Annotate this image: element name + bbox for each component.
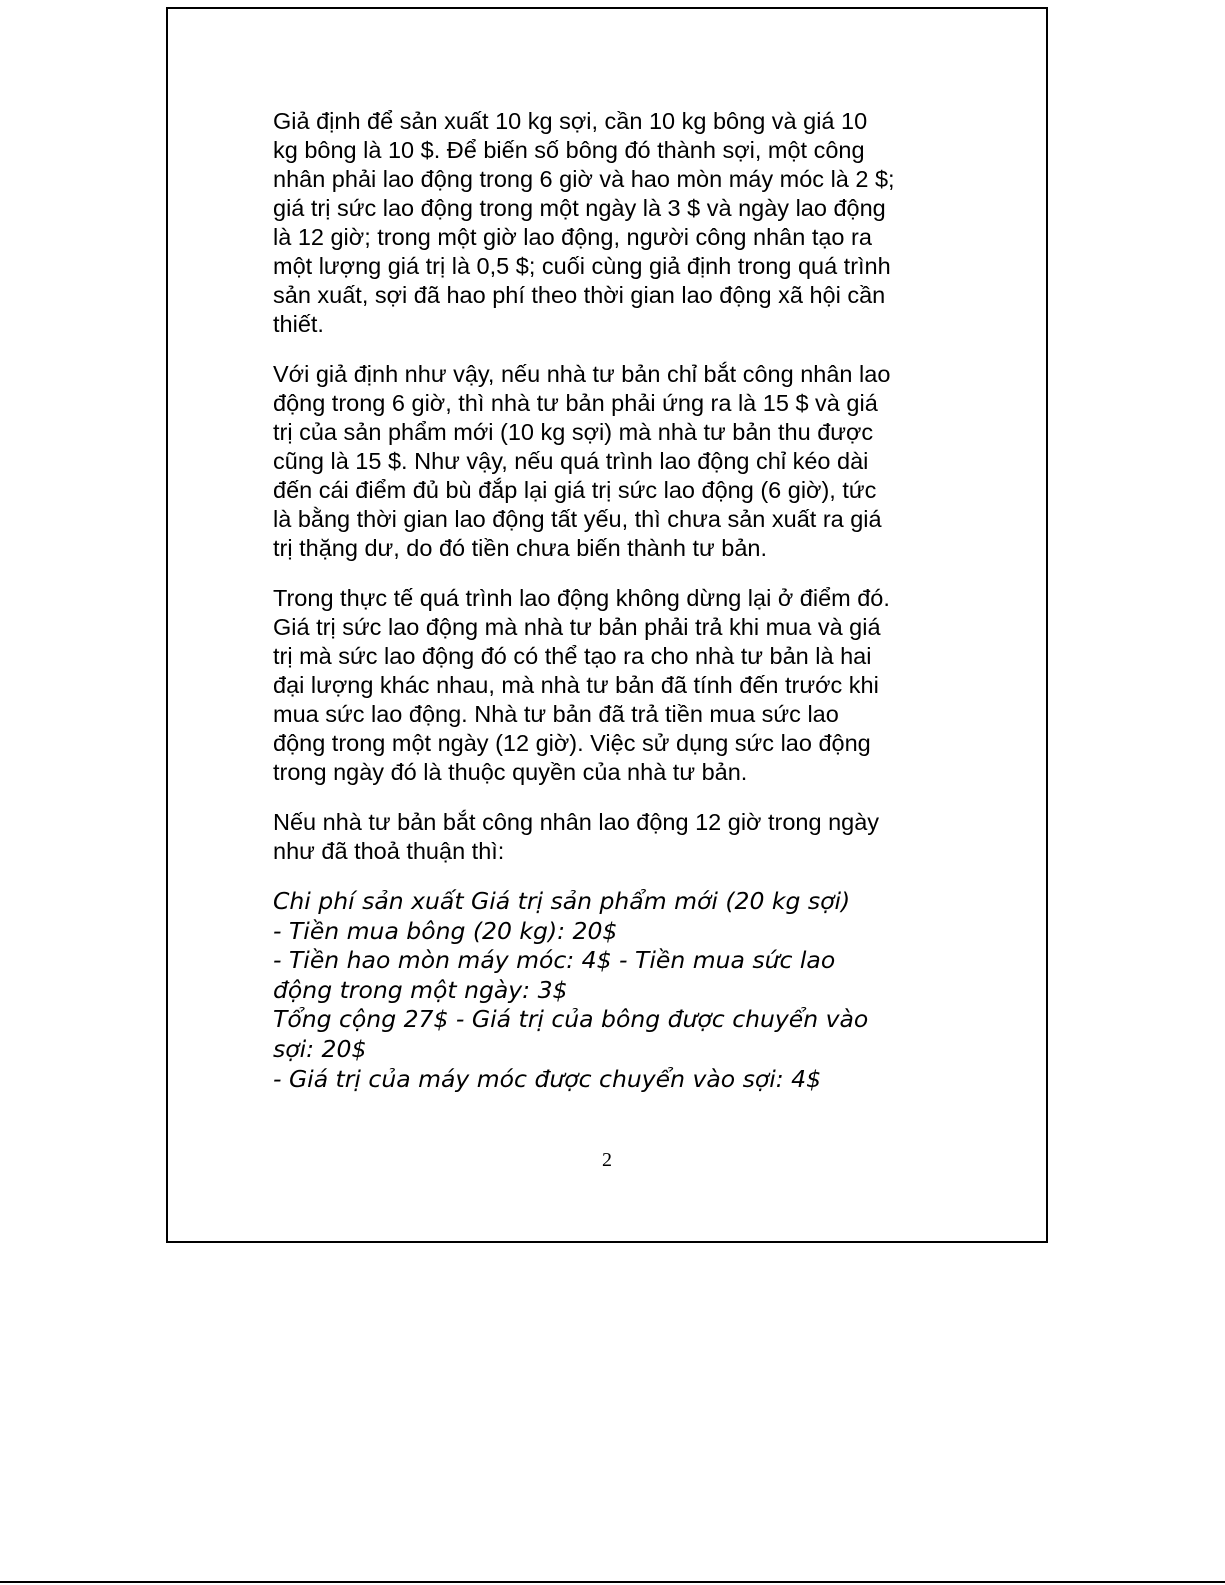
cost-line: - Giá trị của máy móc được chuyển vào sợi: 4$ [273,1064,822,1093]
cost-calculation-block [273,887,953,1094]
document-page [166,7,1048,1243]
cost-line: động trong một ngày: 3$ [273,975,568,1004]
bottom-divider [0,1581,1225,1583]
cost-line: Tổng cộng 27$ - Giá trị của bông được chuyển vào [273,1005,869,1034]
page-content [273,107,953,1094]
paragraph-1: Giả định để sản xuất 10 kg sợi, cần 10 kg bông và giá 10 kg bông là 10 $. Để biến số bông đó thành sợi, một công nhân phải lao động trong 6 giờ và hao mòn máy móc là 2 $; giá trị sức lao động trong một ngày là 3 $ và ngày lao động là 12 giờ; trong một giờ lao động, người công nhân tạo ra một lượng giá trị là 0,5 $; cuối cùng giả định trong quá trình sản xuất, sợi đã hao phí theo thời gian lao động xã hội cần thiết. [273,108,895,337]
cost-line: - Tiền hao mòn máy móc: 4$ - Tiền mua sức lao [273,946,836,975]
page-number: 2 [602,1149,612,1171]
paragraph-2: Với giả định như vậy, nếu nhà tư bản chỉ bắt công nhân lao động trong 6 giờ, thì nhà tư bản phải ứng ra là 15 $ và giá trị của sản phẩm mới (10 kg sợi) mà nhà tư bản thu được cũng là 15 $. Như vậy, nếu quá trình lao động chỉ kéo dài đến cái điểm đủ bù đắp lại giá trị sức lao động (6 giờ), tức là bằng thời gian lao động tất yếu, thì chưa sản xuất ra giá trị thặng dư, do đó tiền chưa biến thành tư bản. [273,361,891,561]
cost-line: sợi: 20$ [273,1034,367,1063]
paragraph-4: Nếu nhà tư bản bắt công nhân lao động 12 giờ trong ngày như đã thoả thuận thì: [273,809,880,864]
cost-line: Chi phí sản xuất Giá trị sản phẩm mới (20 kg sợi) [273,887,851,915]
cost-line: - Tiền mua bông (20 kg): 20$ [273,916,618,945]
paragraph-3: Trong thực tế quá trình lao động không dừng lại ở điểm đó. Giá trị sức lao động mà nhà tư bản phải trả khi mua và giá trị mà sức lao động đó có thể tạo ra cho nhà tư bản là hai đại lượng khác nhau, mà nhà tư bản đã tính đến trước khi mua sức lao động. Nhà tư bản đã trả tiền mua sức lao động trong một ngày (12 giờ). Việc sử dụng sức lao động trong ngày đó là thuộc quyền của nhà tư bản. [273,585,890,785]
